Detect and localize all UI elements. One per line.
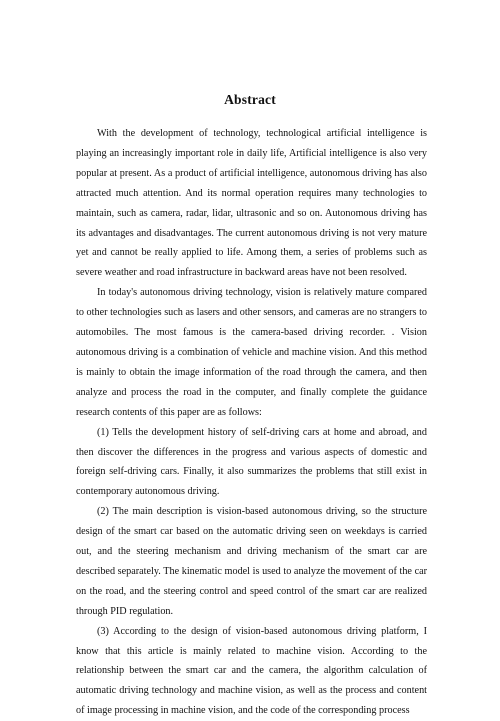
paragraph: In today's autonomous driving technology, vision is relatively mature compared to other technologies such as lasers and other sensors, and cameras are no strangers to automobiles. The most famous is the camera-based driving recorder. . Vision autonomous driving is a combination of vehicle and machine vision. And this method is mainly to obtain the image information of the road through the camera, and then analyze and process the road in the computer, and finally complete the guidance research contents of this paper are as follows: xyxy=(76,287,427,418)
paragraph: With the development of technology, technological artificial intelligence is playing an increasingly important role in daily life, Artificial intelligence is also very popular at present. As a product of artificial intelligence, autonomous driving has also attracted much attention. And its normal operation requires many technologies to maintain, such as camera, radar, lidar, ultrasonic and so on. Autonomous driving has its advantages and disadvantages. The current autonomous driving is not very mature yet and cannot be really applied to life. Among them, a series of problems such as severe weather and road infrastructure in backward areas have not been resolved. xyxy=(76,128,427,279)
paragraph: (1) Tells the development history of self-driving cars at home and abroad, and then discover the differences in the progress and various aspects of domestic and foreign self-driving cars. Finally, it also summarizes the problems that still exist in contemporary autonomous driving. xyxy=(76,426,427,498)
paragraph: (2) The main description is vision-based autonomous driving, so the structure design of the smart car based on the automatic driving seen on weekdays is carried out, and the steering mechanism and driving mechanism of the smart car are described separately. The kinematic model is used to analyze the movement of the car on the road, and the steering control and speed control of the smart car are realized through PID regulation. xyxy=(76,506,427,617)
paragraph: (3) According to the design of vision-based autonomous driving platform, I know that this article is mainly related to machine vision. According to the relationship between the smart car and the camera, the algorithm calculation of automatic driving technology and machine vision, as well as the process and content of image processing in machine vision, and the code of the corresponding process xyxy=(76,625,427,717)
abstract-body xyxy=(76,124,427,721)
page-title: Abstract xyxy=(224,92,276,107)
